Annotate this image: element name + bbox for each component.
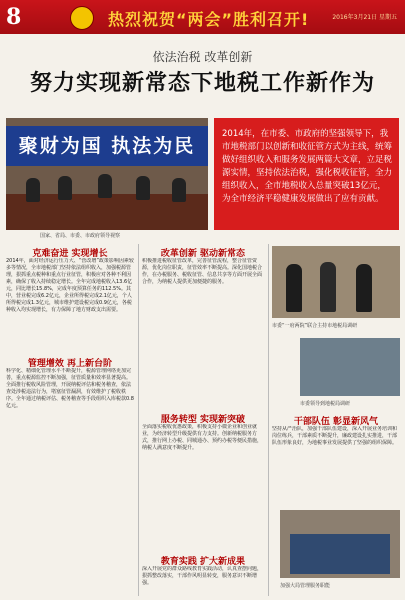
hero-photo [6,118,208,230]
person-figure [58,176,72,200]
section-body: 积极推进税收征管改革，完善征管流程，整合征管资源，优化岗位职责，征管效率不断提高。深化国地税合作，在办税服务、税收征管、信息共享等方面开展全面合作，为纳税人提供更加便捷的服务。 [142,258,263,285]
national-emblem-icon [70,6,94,30]
banner-title: 热烈祝贺“两会”胜利召开! [108,10,310,29]
person-figure [26,178,40,202]
section-title: 管理增效 再上新台阶 [27,359,113,369]
column-divider [268,244,269,596]
article-subhead: 依法治税 改革创新 [152,50,253,64]
hero-sign-text: 聚财为国 执法为民 [6,126,208,166]
photo-tax-office [300,338,400,396]
person-figure [172,178,186,202]
section-body: 深入开展党的群众路线教育实践活动，认真查摆问题，狠抓整改落实，干部作风明显转变，服务意识不断增强。 [142,566,263,586]
section-body: 科学化、精细化管理水平不断提升，税源管理网络更加完善，重点税源监控不断加强，征管质量和效率显著提高。全面推行税收风险管理，开展纳税评估和税务稽查，依法查处涉税违法行为，堵塞征管漏洞，有效维护了税收秩序。全年通过纳税评估、税务稽查等手段组织入库税款0.8亿元。 [6,368,134,409]
column-divider [138,244,139,596]
section-body: 坚持从严治队，加强干部队伍建设，深入开展业务培训和岗位练兵，干部素质不断提升，廉政建设扎实推进，干部队伍形象良好，为地税事业发展提供了坚强的组织保障。 [272,426,398,446]
photo-caption: 市委领导到地税局调研 [300,401,351,407]
photo-staff-group [280,510,400,578]
photo-caption: 市委“一府两院”联合主持市地税局调研 [272,323,358,329]
intro-text: 2014年，在市委、市政府的坚强领导下，我市地税部门以创新和收征管方式为主线，统筹做好组织收入和服务发展两篇大文章，立足税源实情，坚持依法治税，强化税收征管，全力组织收入，全市地税收入总量突破13亿元，为全市经济平稳健康发展做出了应有贡献。 [222,129,393,204]
page-number: 8 [6,4,22,30]
section-title: 教育实践 扩大新成果 [160,557,246,567]
photo-officials-handshake [272,246,400,318]
section-title: 改革创新 驱动新常态 [160,249,246,259]
hero-caption: 国家、省局、市委、市政府领导视察 [40,233,121,239]
article-headline: 努力实现新常态下地税工作新作为 [29,71,375,96]
section-title: 干部队伍 彰显新风气 [293,417,379,427]
section-title: 克难奋进 实现增长 [32,249,108,259]
person-figure [136,176,150,200]
section-title: 服务转型 实现新突破 [160,415,246,425]
person-figure [98,174,112,198]
masthead-banner [0,0,405,34]
photo-caption: 加强大局管理服务职能 [280,583,331,589]
section-body: 2014年，面对经济运行压力大、“营改增”政策影响因素较多等情况，全市地税部门坚持依法组织收入，加强税源管理，狠抓重点税种和重点行业征管，积极应对各种不利因素，确保了收入持续稳定增长。全年完成地税收入13.6亿元，同比增长15.8%，完成年度预算任务的112.5%。其中，营业税完成6.2亿元，企业所得税完成2.1亿元，个人所得税完成1.3亿元，城市维护建设税完成0.9亿元，各税种收入均实现增长，有力保障了地方财政支出需要。 [6,258,134,313]
issue-date: 2016年3月21日 星期五 [332,14,397,21]
section-body: 全面落实税收优惠政策，积极支持小微企业和创业就业，为经济转型升级提供有力支持。创新纳税服务方式，推行网上办税、同城通办、预约办税等便民措施，纳税人满意度不断提升。 [142,424,263,451]
